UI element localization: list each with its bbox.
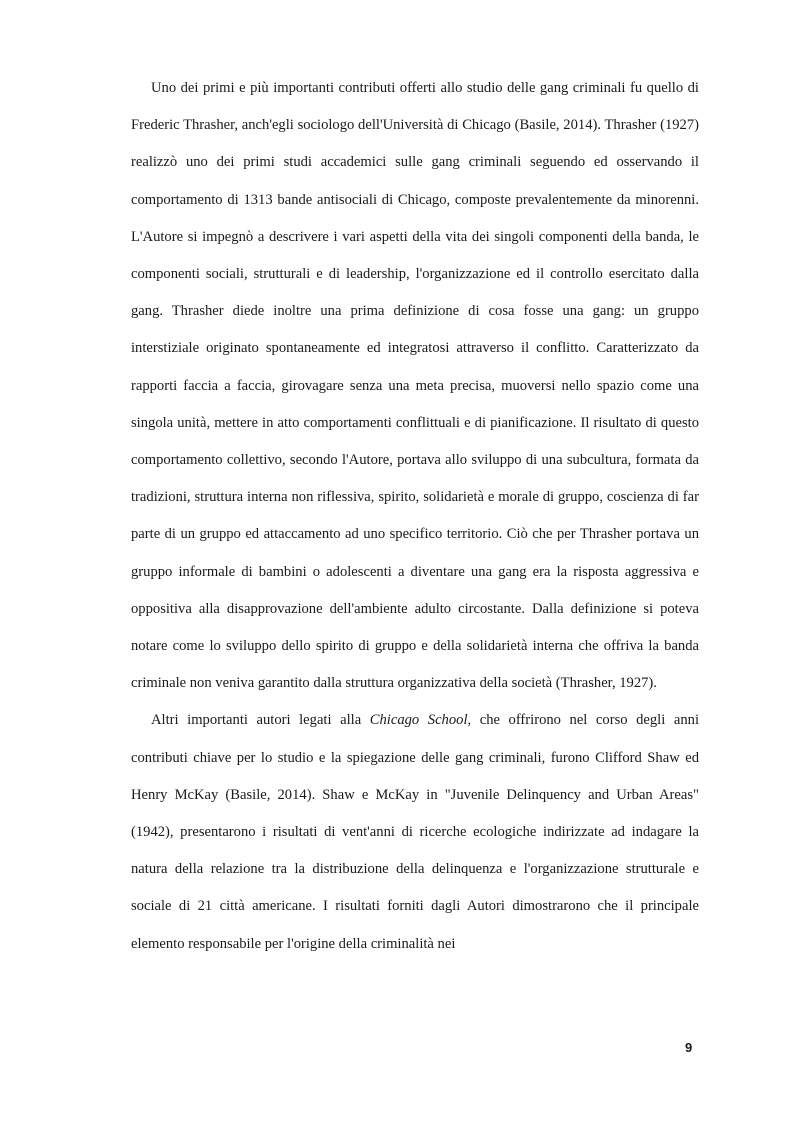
paragraph-shaw-mckay xyxy=(131,702,699,962)
paragraph-text: , che offrirono nel corso degli anni contributi chiave per lo studio e la spiegazione delle gang criminali, furono Clifford Shaw ed Henry McKay (Basile, 2014). Shaw e McKay in "Juvenile Delinquency and Urban Areas" (1942), presentarono i risultati di vent'anni di ricerche ecologiche indirizzate ad indagare la natura della relazione tra la distribuzione della delinquenza e l'organizzazione strutturale e sociale di 21 città americane. I risultati forniti dagli Autori dimostrarono che il principale elemento responsabile per l'origine della criminalità nei xyxy=(131,712,699,952)
paragraph-thrasher xyxy=(131,70,699,702)
page-number: 9 xyxy=(685,1040,693,1055)
body-text xyxy=(131,70,699,963)
italic-term: Chicago School xyxy=(369,712,468,729)
paragraph-text: Altri importanti autori legati alla xyxy=(151,712,370,729)
paragraph-text: Uno dei primi e più importanti contributi offerti allo studio delle gang criminali fu quello di Frederic Thrasher, anch'egli sociologo dell'Università di Chicago (Basile, 2014). Thrasher (1927) realizzò uno dei primi studi accademici sulle gang criminali seguendo ed osservando il comportamento di 1313 bande antisociali di Chicago, composte prevalentemente da minorenni. L'Autore si impegnò a descrivere i vari aspetti della vita dei singoli componenti della banda, le componenti sociali, strutturali e di leadership, l'organizzazione ed il controllo esercitato dalla gang. Thrasher diede inoltre una prima definizione di cosa fosse una gang: un gruppo interstiziale originato spontaneamente ed integratosi attraverso il conflitto. Caratterizzato da rapporti faccia a faccia, girovagare senza una meta precisa, muoversi nello spazio come una singola unità, mettere in atto comportamenti conflittuali e di pianificazione. Il risultato di questo comportamento collettivo, secondo l'Autore, portava allo sviluppo di una subcultura, formata da tradizioni, struttura interna non riflessiva, spirito, solidarietà e morale di gruppo, coscienza di far parte di un gruppo ed attaccamento ad uno specifico territorio. Ciò che per Thrasher portava un gruppo informale di bambini o adolescenti a diventare una gang era la risposta aggressiva e oppositiva alla disapprovazione dell'ambiente adulto circostante. Dalla definizione si poteva notare come lo sviluppo dello spirito di gruppo e della solidarietà interna che offriva la banda criminale non veniva garantito dalla struttura organizzativa della società (Thrasher, 1927). xyxy=(131,80,699,692)
